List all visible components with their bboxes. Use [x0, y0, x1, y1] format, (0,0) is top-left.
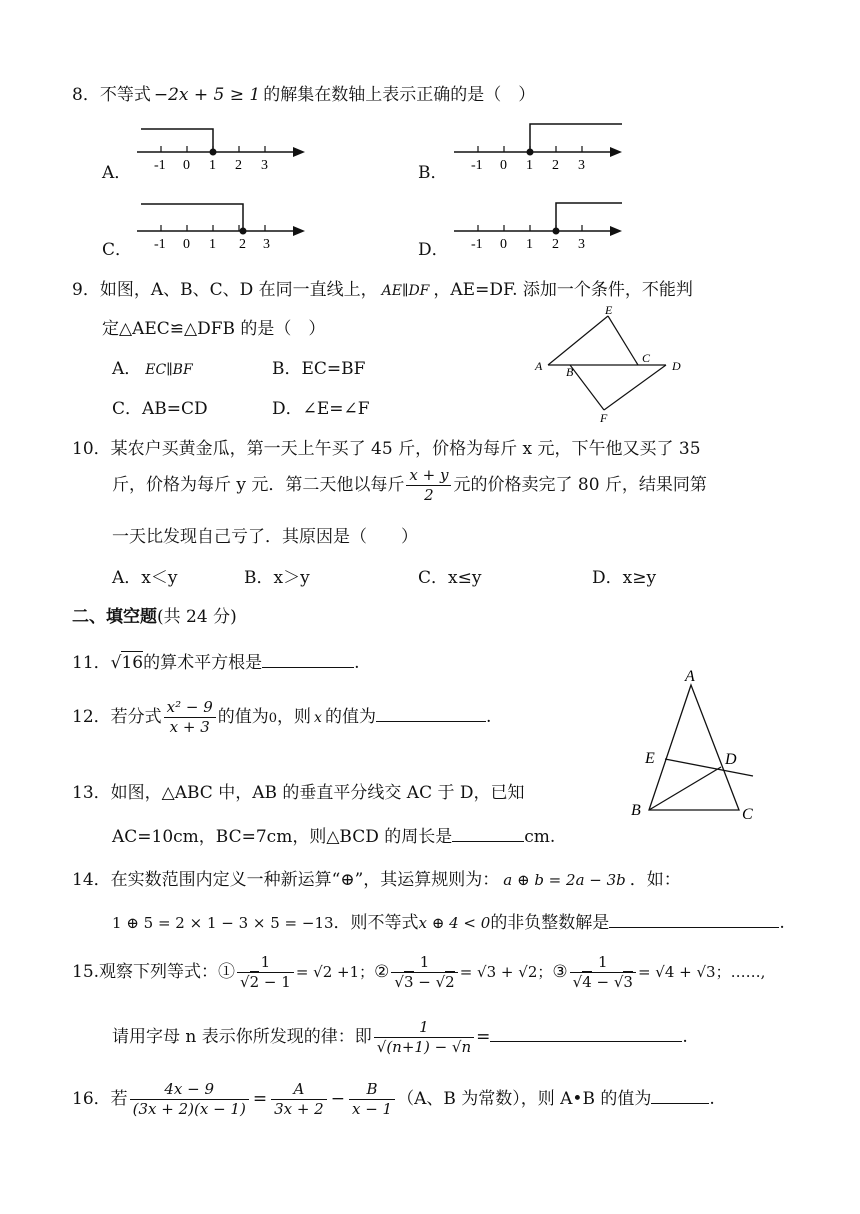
q16-rhs-fraction-a: $\frac{A}{3x + 2}$ — [271, 1080, 327, 1119]
q14-example: 1 ⊕ 5 = 2 × 1 − 3 × 5 = −13 — [112, 914, 334, 932]
q13-label-a: A — [685, 668, 695, 685]
svg-text:-1: -1 — [154, 237, 166, 252]
q9-line1-pre: 如图，A、B、C、D 在同一直线上， — [99, 280, 378, 300]
section-2-title: 二、填空题 — [72, 607, 157, 627]
q10-option-d[interactable]: D．x≥y — [592, 568, 657, 588]
q15-eq2-fraction: $\frac{1}{√3 - √2}$ — [391, 953, 457, 992]
q8-option-d-label[interactable]: D． — [418, 240, 449, 260]
svg-text:2: 2 — [552, 158, 559, 173]
q10-line2 — [112, 466, 707, 505]
q15-eq1-fraction: $\frac{1}{√2 - 1}$ — [237, 953, 294, 992]
q15-line1 — [72, 953, 765, 992]
q13-label-b: B — [631, 802, 641, 819]
q10-option-a[interactable]: A．x＜y — [112, 568, 178, 588]
q14-line2-post: 的非负整数解是 — [490, 913, 610, 933]
q9-number: 9． — [72, 280, 100, 300]
q9-figure — [530, 302, 690, 424]
q9-line1 — [72, 275, 693, 300]
q12-var: x — [314, 709, 322, 726]
q11-stem — [72, 648, 360, 673]
q13-line2 — [112, 822, 555, 847]
q13-line2-post: cm. — [524, 827, 556, 847]
q10-line2-post: 元的价格卖完了 80 斤，结果同第 — [453, 474, 707, 495]
q11-sqrt: √16 — [110, 653, 144, 673]
q16-answer-blank[interactable] — [651, 1087, 709, 1104]
q15-general-fraction: $\frac{1}{√(n+1) - √n}$ — [374, 1018, 474, 1057]
q12-mid1: 的值为 — [217, 706, 269, 727]
q15-eq2-mark: ② — [374, 961, 390, 982]
svg-text:2: 2 — [239, 237, 246, 252]
q14-end: . — [779, 913, 785, 933]
q8-number-line-b — [452, 122, 627, 174]
q8-inequality: −2x + 5 ≥ 1 — [153, 85, 261, 105]
q13-label-c: C — [742, 806, 753, 823]
q12-mid3: 的值为 — [324, 706, 376, 727]
svg-text:2: 2 — [552, 237, 559, 252]
q8-pre: 不等式 — [99, 85, 151, 105]
q15-eq3-fraction: $\frac{1}{√4 - √3}$ — [570, 953, 636, 992]
q8-post: 的解集在数轴上表示正确的是（ ） — [263, 85, 536, 105]
q8-number: 8． — [72, 85, 100, 105]
svg-text:1: 1 — [526, 237, 533, 252]
q14-line2-mid: ．则不等式 — [333, 913, 419, 933]
q10-number: 10． — [72, 439, 111, 459]
q14-inequality: x ⊕ 4 < 0 — [418, 914, 491, 932]
q15-line2-pre: 请用字母 n 表示你所发现的律：即 — [112, 1026, 372, 1047]
q9-option-a-label: A． — [112, 359, 142, 379]
svg-text:0: 0 — [500, 237, 507, 252]
q16-lhs-fraction: $\frac{4x - 9}{(3x + 2)(x - 1)}$ — [130, 1080, 249, 1119]
q15-pre: 观察下列等式： — [99, 961, 219, 982]
q11-end: . — [354, 653, 360, 673]
q15-eq2-rhs: = √3 + √2； — [459, 962, 553, 981]
svg-text:0: 0 — [183, 237, 190, 252]
q15-line2-eq: = — [476, 1026, 491, 1047]
q10-line3: 一天比发现自己亏了．其原因是（ ） — [112, 527, 418, 547]
svg-text:-1: -1 — [471, 158, 483, 173]
q9-line1-post: ，AE=DF. 添加一个条件，不能判 — [433, 280, 693, 300]
q9-option-a[interactable] — [112, 354, 193, 379]
q14-line1 — [72, 865, 681, 890]
q15-line2 — [112, 1018, 688, 1057]
q12-pre: 若分式 — [110, 706, 162, 727]
svg-text:3: 3 — [578, 237, 585, 252]
q16-number: 16． — [72, 1088, 111, 1109]
q12-fraction: $\frac{\text{x² − 9}}{x + 3}$ — [164, 698, 216, 737]
q16-pre: 若 — [110, 1088, 128, 1109]
q10-line1 — [72, 434, 701, 459]
q15-eq3-mark: ③ — [552, 961, 568, 982]
q14-line1-post: ．如： — [629, 870, 681, 890]
q9-label-f: F — [600, 411, 608, 424]
q15-answer-blank[interactable] — [490, 1025, 682, 1042]
q13-figure — [625, 665, 765, 827]
q10-line2-pre: 斤，价格为每斤 y 元．第二天他以每斤 — [112, 474, 405, 495]
svg-text:-1: -1 — [471, 237, 483, 252]
q9-label-b: B — [566, 365, 574, 379]
q8-number-line-a — [135, 122, 310, 174]
svg-text:-1: -1 — [154, 158, 166, 173]
q16-stem: 16．若 $\frac{4x - 9}{(3x + 2)(x - 1)}$ = $\frac{A}{3x + 2}$ − $\frac{B}{x - 1}$ （A、B 为常数），则 A•B 的值为 . — [72, 1080, 715, 1118]
q11-answer-blank[interactable] — [262, 651, 354, 668]
q14-line2 — [112, 908, 785, 933]
q14-rule: a ⊕ b = 2a − 3b — [503, 871, 626, 889]
q8-option-a-label[interactable]: A． — [102, 163, 132, 183]
q12-stem — [72, 698, 491, 737]
q15-end: . — [682, 1026, 688, 1047]
q9-label-a: A — [535, 359, 543, 373]
q13-line1 — [72, 778, 525, 803]
q14-answer-blank[interactable] — [609, 911, 779, 928]
q16-note: （A、B 为常数），则 A•B 的值为 — [397, 1088, 652, 1109]
q8-option-b-label[interactable]: B． — [418, 163, 448, 183]
q9-label-d: D — [672, 359, 681, 373]
q9-option-a-text: EC∥BF — [145, 362, 193, 378]
q12-end: . — [485, 706, 492, 727]
q13-label-d: D — [725, 751, 737, 768]
svg-text:3: 3 — [261, 158, 268, 173]
svg-text:3: 3 — [578, 158, 585, 173]
q9-option-d[interactable]: D．∠E=∠F — [272, 399, 370, 419]
q15-eq3-rhs: = √4 + √3；……, — [637, 962, 766, 981]
svg-text:1: 1 — [526, 158, 533, 173]
svg-text:1: 1 — [209, 237, 216, 252]
q11-number: 11． — [72, 653, 111, 673]
q16-rhs-fraction-b: $\frac{B}{x - 1}$ — [349, 1080, 395, 1119]
q16-end: . — [709, 1088, 715, 1109]
svg-text:2: 2 — [235, 158, 242, 173]
q12-zero: 0 — [268, 710, 278, 726]
section-2-heading — [72, 602, 237, 627]
q12-number: 12． — [72, 706, 111, 727]
q14-line1-pre: 在实数范围内定义一种新运算“⊕”，其运算规则为： — [110, 870, 500, 890]
q13-line1-text: 如图，△ABC 中，AB 的垂直平分线交 AC 于 D，已知 — [110, 783, 525, 803]
q12-mid2: ，则 — [277, 706, 312, 727]
q9-option-b[interactable]: B．EC=BF — [272, 359, 366, 379]
q13-line2-pre: AC=10cm，BC=7cm，则△BCD 的周长是 — [112, 827, 453, 847]
q9-parallel-condition: AE∥DF — [381, 283, 430, 299]
svg-text:1: 1 — [209, 158, 216, 173]
q13-answer-blank[interactable] — [452, 825, 524, 842]
q15-number: 15. — [72, 961, 100, 982]
svg-text:0: 0 — [500, 158, 507, 173]
section-2-score: (共 24 分) — [157, 607, 237, 627]
q8-number-line-c — [135, 197, 310, 253]
q9-label-c: C — [642, 351, 651, 365]
q13-number: 13． — [72, 783, 111, 803]
q8-option-c-label[interactable]: C． — [102, 240, 133, 260]
q8-number-line-d — [452, 197, 627, 253]
q9-option-c[interactable]: C．AB=CD — [112, 399, 208, 419]
q10-option-b[interactable]: B．x＞y — [244, 568, 310, 588]
q9-label-e: E — [605, 303, 613, 317]
q10-line1-text: 某农户买黄金瓜，第一天上午买了 45 斤，价格为每斤 x 元，下午他又买了 35 — [110, 439, 701, 459]
q10-price-fraction: $\frac{x + y}{2}$ — [406, 466, 451, 505]
q11-text: 的算术平方根是 — [143, 653, 263, 673]
q13-label-e: E — [645, 750, 655, 767]
q8-stem — [72, 80, 535, 105]
q14-number: 14． — [72, 870, 111, 890]
q15-eq1-rhs: = √2 +1； — [295, 962, 375, 981]
svg-text:0: 0 — [183, 158, 190, 173]
q9-line2: 定△AEC≌△DFB 的是（ ） — [102, 319, 326, 339]
svg-text:3: 3 — [263, 237, 270, 252]
q15-eq1-mark: ① — [218, 961, 236, 982]
q12-answer-blank[interactable] — [376, 705, 486, 722]
q10-option-c[interactable]: C．x≤y — [418, 568, 482, 588]
